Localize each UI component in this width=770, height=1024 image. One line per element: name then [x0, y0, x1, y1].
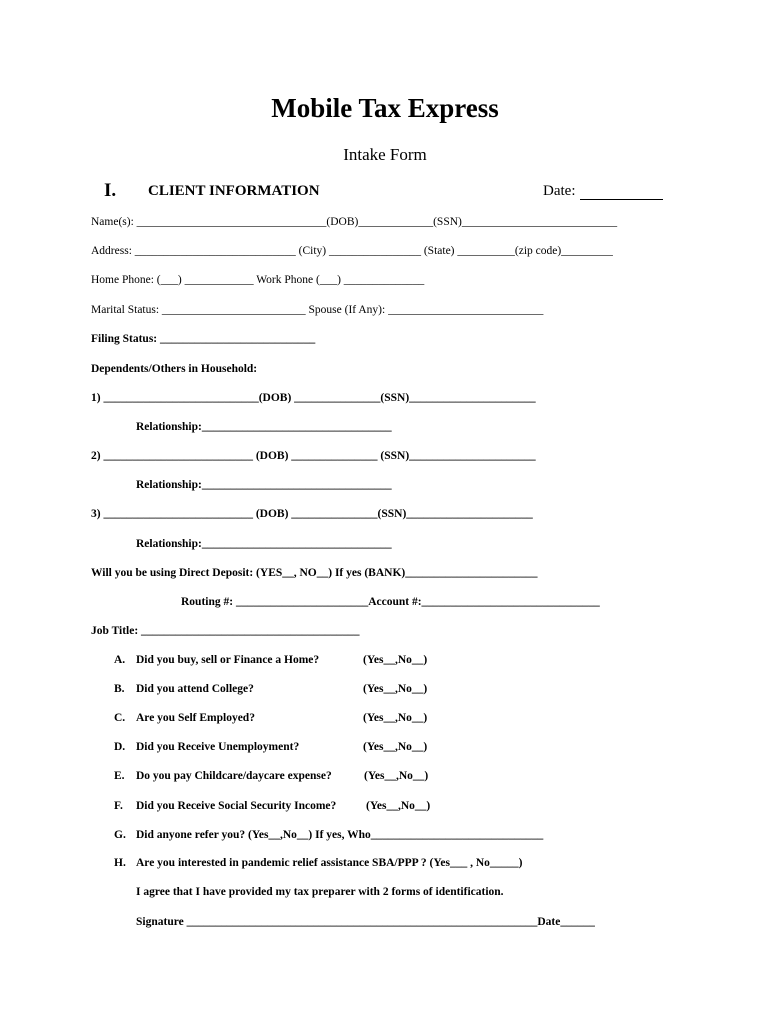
question-answer[interactable]: (Yes__,No__) — [363, 683, 428, 695]
dependent-1-relationship-field[interactable]: Relationship:_________________________________ — [136, 421, 392, 433]
question-text: Do you pay Childcare/daycare expense? — [136, 770, 332, 782]
marital-status-field[interactable]: Marital Status: _________________________ Spouse (If Any): ___________________________ — [91, 304, 544, 316]
question-letter: G. — [114, 829, 126, 841]
question-answer[interactable]: (Yes__,No__) — [363, 654, 428, 666]
job-title-field[interactable]: Job Title: ______________________________________ — [91, 625, 360, 637]
question-letter: F. — [114, 800, 123, 812]
names-field[interactable]: Name(s): _________________________________(DOB)_____________(SSN)___________________________ — [91, 216, 618, 228]
address-field[interactable]: Address: ____________________________ (City) ________________ (State) __________(zip code)_________ — [91, 245, 613, 257]
section-number: I. — [104, 180, 117, 201]
question-text: Did you buy, sell or Finance a Home? — [136, 654, 320, 666]
dependents-heading: Dependents/Others in Household: — [91, 363, 258, 375]
dependent-2-field[interactable]: 2) __________________________ (DOB) _______________ (SSN)______________________ — [91, 450, 536, 462]
question-letter: H. — [114, 857, 126, 869]
filing-status-field[interactable]: Filing Status: ___________________________ — [91, 333, 316, 345]
question-letter: B. — [114, 683, 125, 695]
date-label: Date: — [543, 183, 576, 199]
question-answer[interactable]: (Yes__,No__) — [366, 800, 431, 812]
phone-field[interactable]: Home Phone: (___) ____________ Work Phone (___) ______________ — [91, 274, 425, 286]
form-title: Mobile Tax Express — [271, 93, 499, 123]
direct-deposit-field[interactable]: Will you be using Direct Deposit: (YES__, NO__) If yes (BANK)_______________________ — [91, 567, 538, 579]
question-answer[interactable]: (Yes__,No__) — [363, 741, 428, 753]
signature-field[interactable]: Signature _____________________________________________________________Date______ — [136, 916, 595, 928]
question-letter: A. — [114, 654, 126, 666]
question-text: Did you Receive Unemployment? — [136, 741, 300, 753]
question-text: Did you Receive Social Security Income? — [136, 800, 337, 812]
question-text: Are you Self Employed? — [136, 712, 255, 724]
identification-agreement: I agree that I have provided my tax preparer with 2 forms of identification. — [136, 886, 504, 898]
dependent-1-field[interactable]: 1) ___________________________(DOB) _______________(SSN)______________________ — [91, 392, 536, 404]
form-subtitle: Intake Form — [343, 145, 427, 164]
dependent-2-relationship-field[interactable]: Relationship:_________________________________ — [136, 479, 392, 491]
question-answer[interactable]: (Yes__,No__) — [364, 770, 429, 782]
question-pandemic-relief-field[interactable]: Are you interested in pandemic relief assistance SBA/PPP ? (Yes___ , No_____) — [136, 857, 523, 869]
question-letter: E. — [114, 770, 125, 782]
question-letter: C. — [114, 712, 126, 724]
date-field[interactable] — [580, 199, 663, 200]
question-letter: D. — [114, 741, 126, 753]
dependent-3-relationship-field[interactable]: Relationship:_________________________________ — [136, 538, 392, 550]
routing-account-field[interactable]: Routing #: _______________________Account #:_______________________________ — [181, 596, 600, 608]
question-text: Did you attend College? — [136, 683, 254, 695]
dependent-3-field[interactable]: 3) __________________________ (DOB) _______________(SSN)______________________ — [91, 508, 533, 520]
question-referral-field[interactable]: Did anyone refer you? (Yes__,No__) If yes, Who______________________________ — [136, 829, 544, 841]
question-answer[interactable]: (Yes__,No__) — [363, 712, 428, 724]
section-title: CLIENT INFORMATION — [148, 183, 320, 199]
